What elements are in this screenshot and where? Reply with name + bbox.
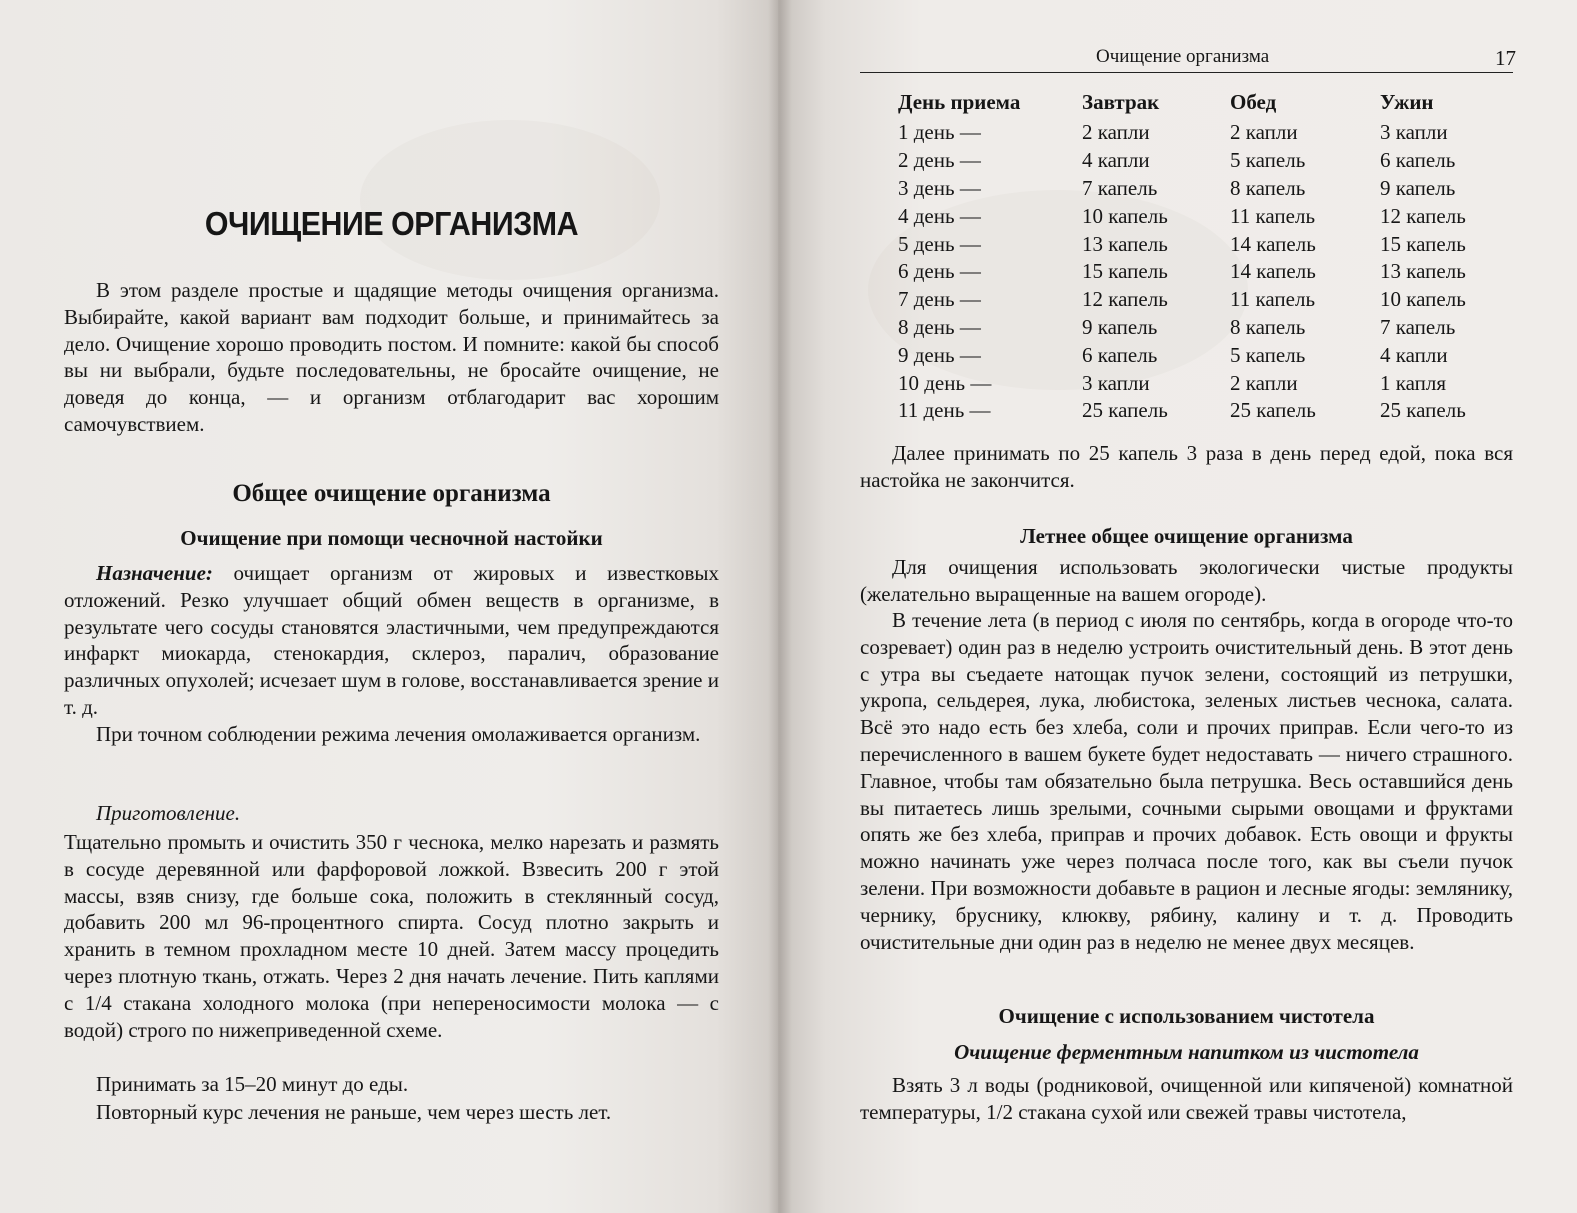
purpose-lead: Назначение: — [96, 561, 213, 585]
table-row — [898, 258, 1530, 286]
take-water-paragraph: Взять 3 л воды (родниковой, очищенной или кипяченой) комнатной температуры, 1/2 стакана сухой или свежей травы чистотела, — [860, 1073, 1513, 1124]
summer-heading: Летнее общее очищение организма — [1020, 524, 1353, 548]
running-head: Очищение организма — [1096, 46, 1270, 67]
header-breakfast: Завтрак — [1082, 90, 1160, 114]
table-row — [898, 230, 1530, 258]
cell-dinner: 25 капель — [1380, 398, 1466, 423]
cell-lunch: 8 капель — [1230, 314, 1306, 339]
table-row — [898, 369, 1530, 397]
cell-lunch: 5 капель — [1230, 342, 1306, 367]
after-table-paragraph: Далее принимать по 25 капель 3 раза в день перед едой, пока вся настойка не закончится. — [860, 441, 1513, 492]
dosage-table — [898, 86, 1530, 425]
table-row — [898, 341, 1530, 369]
page-number: 17 — [1495, 46, 1516, 70]
header-rule — [860, 72, 1513, 73]
cell-lunch: 14 капель — [1230, 231, 1316, 256]
cell-day: 3 день — — [898, 175, 981, 200]
cell-dinner: 1 капля — [1380, 370, 1447, 395]
intro-paragraph: В этом разделе простые и щадящие методы очищения организма. Выбирайте, какой вариант вам подходит больше, и принимайтесь за дело. Очищение хорошо проводить постом. И помните: какой бы способ вы ни выбрали, будьте последовательны, не бросайте очищение, не доведя до конца, — и организм отблагодарит вас хорошим самочувствием. — [64, 278, 719, 436]
repeat-course: Повторный курс лечения не раньше, чем через шесть лет. — [96, 1100, 612, 1124]
cell-lunch: 2 капли — [1230, 120, 1298, 145]
cell-day: 11 день — — [898, 398, 991, 423]
cell-breakfast: 10 капель — [1082, 203, 1168, 228]
cell-dinner: 13 капель — [1380, 259, 1466, 284]
show-through-smudge — [360, 120, 660, 280]
cell-day: 4 день — — [898, 203, 981, 228]
book-gutter — [768, 0, 792, 1213]
celandine-heading: Очищение с использованием чистотела — [998, 1004, 1375, 1028]
header-dinner: Ужин — [1380, 90, 1434, 114]
cell-dinner: 7 капель — [1380, 314, 1456, 339]
table-row — [898, 397, 1530, 425]
cell-day: 9 день — — [898, 342, 981, 367]
cell-breakfast: 12 капель — [1082, 287, 1168, 312]
cell-day: 8 день — — [898, 314, 981, 339]
table-row — [898, 202, 1530, 230]
summer-paragraph-2: В течение лета (в период с июля по сентябрь, когда в огороде что-то созревает) один раз в неделю устроить очистительный день. В этот день с утра вы съедаете натощак пучок зелени, состоящий из петрушки, укропа, сельдерея, лука, любистока, зеленых листьев чеснока, салата. Всё это надо есть без хлеба, соли и прочих приправ. Если чего-то из перечисленного в вашем букете будет недоставать — ничего страшного. Главное, чтобы там обязательно была петрушка. Весь оставшийся день вы питаетесь лишь зрелыми, сочными сырыми овощами и фруктами опять же без хлеба, приправ и прочих добавок. Есть овощи и фрукты можно начинать уже через полчаса после того, как вы съели пучок зелени. При возможности добавьте в рацион и лесные ягоды: землянику, чернику, бруснику, клюкву, рябину, калину и т. д. Проводить очистительные дни один раз в неделю не менее двух месяцев. — [860, 608, 1513, 954]
preparation-heading: Приготовление. — [96, 801, 241, 825]
cell-breakfast: 13 капель — [1082, 231, 1168, 256]
table-row — [898, 119, 1530, 147]
preparation-paragraph: Тщательно промыть и очистить 350 г чеснока, мелко нарезать и размять в сосуде деревянной или фарфоровой ложкой. Взвесить 200 г этой массы, взяв снизу, где больше сока, положить в стеклянный сосуд, добавить 200 мл 96-процентного спирта. Сосуд плотно закрыть и хранить в темном прохладном месте 10 дней. Затем массу процедить через плотную ткань, отжать. Через 2 дня начать лечение. Пить каплями с 1/4 стакана холодного молока (при непереносимости молока — с водой) строго по нижеприведенной схеме. — [64, 830, 719, 1042]
table-row — [898, 314, 1530, 342]
left-page — [0, 0, 778, 1213]
cell-day: 6 день — — [898, 259, 981, 284]
section-title: Общее очищение организма — [232, 480, 551, 507]
cell-breakfast: 9 капель — [1082, 314, 1158, 339]
table-row — [898, 147, 1530, 175]
table-body — [898, 119, 1530, 425]
cell-day: 2 день — — [898, 148, 981, 173]
purpose-text: очищает организм от жировых и известковых отложений. Резко улучшает общий обмен веществ в организме, в результате чего сосуды становятся эластичными, чем предупреждаются инфаркт миокарда, стенокардия, склероз, паралич, образование различных опухолей; исчезает шум в голове, восстанавливается зрение и т. д. — [64, 561, 719, 719]
cell-breakfast: 15 капель — [1082, 259, 1168, 284]
cell-dinner: 15 капель — [1380, 231, 1466, 256]
cell-breakfast: 25 капель — [1082, 398, 1168, 423]
cell-dinner: 9 капель — [1380, 175, 1456, 200]
table-row — [898, 286, 1530, 314]
header-day: День приема — [898, 90, 1021, 114]
summer-paragraph-1: Для очищения использовать экологически чистые продукты (желательно выращенные на вашем огороде). — [860, 555, 1513, 606]
cell-breakfast: 7 капель — [1082, 175, 1158, 200]
cell-dinner: 10 капель — [1380, 287, 1466, 312]
subsection-title: Очищение при помощи чесночной настойки — [180, 526, 603, 550]
cell-lunch: 11 капель — [1230, 287, 1316, 312]
cell-lunch: 8 капель — [1230, 175, 1306, 200]
cell-dinner: 4 капли — [1380, 342, 1448, 367]
cell-lunch: 25 капель — [1230, 398, 1316, 423]
cell-dinner: 6 капель — [1380, 148, 1456, 173]
take-before-meal: Принимать за 15–20 минут до еды. — [96, 1072, 409, 1096]
cell-day: 5 день — — [898, 231, 981, 256]
table-header-row — [898, 86, 1530, 119]
cell-lunch: 2 капли — [1230, 370, 1298, 395]
cell-lunch: 11 капель — [1230, 203, 1316, 228]
cell-day: 10 день — — [898, 370, 992, 395]
cell-breakfast: 3 капли — [1082, 370, 1150, 395]
cell-breakfast: 6 капель — [1082, 342, 1158, 367]
purpose-paragraph — [64, 560, 719, 721]
header-lunch: Обед — [1230, 90, 1277, 114]
cell-day: 1 день — — [898, 120, 981, 145]
chapter-title: ОЧИЩЕНИЕ ОРГАНИЗМА — [204, 205, 579, 242]
ferment-heading: Очищение ферментным напитком из чистотела — [954, 1040, 1419, 1064]
cell-lunch: 5 капель — [1230, 148, 1306, 173]
cell-breakfast: 2 капли — [1082, 120, 1150, 145]
cell-breakfast: 4 капли — [1082, 148, 1150, 173]
cell-lunch: 14 капель — [1230, 259, 1316, 284]
cell-day: 7 день — — [898, 287, 981, 312]
cell-dinner: 12 капель — [1380, 203, 1466, 228]
table-row — [898, 175, 1530, 203]
right-page — [778, 0, 1577, 1213]
rejuvenation-paragraph: При точном соблюдении режима лечения омолаживается организм. — [96, 722, 701, 746]
cell-dinner: 3 капли — [1380, 120, 1448, 145]
